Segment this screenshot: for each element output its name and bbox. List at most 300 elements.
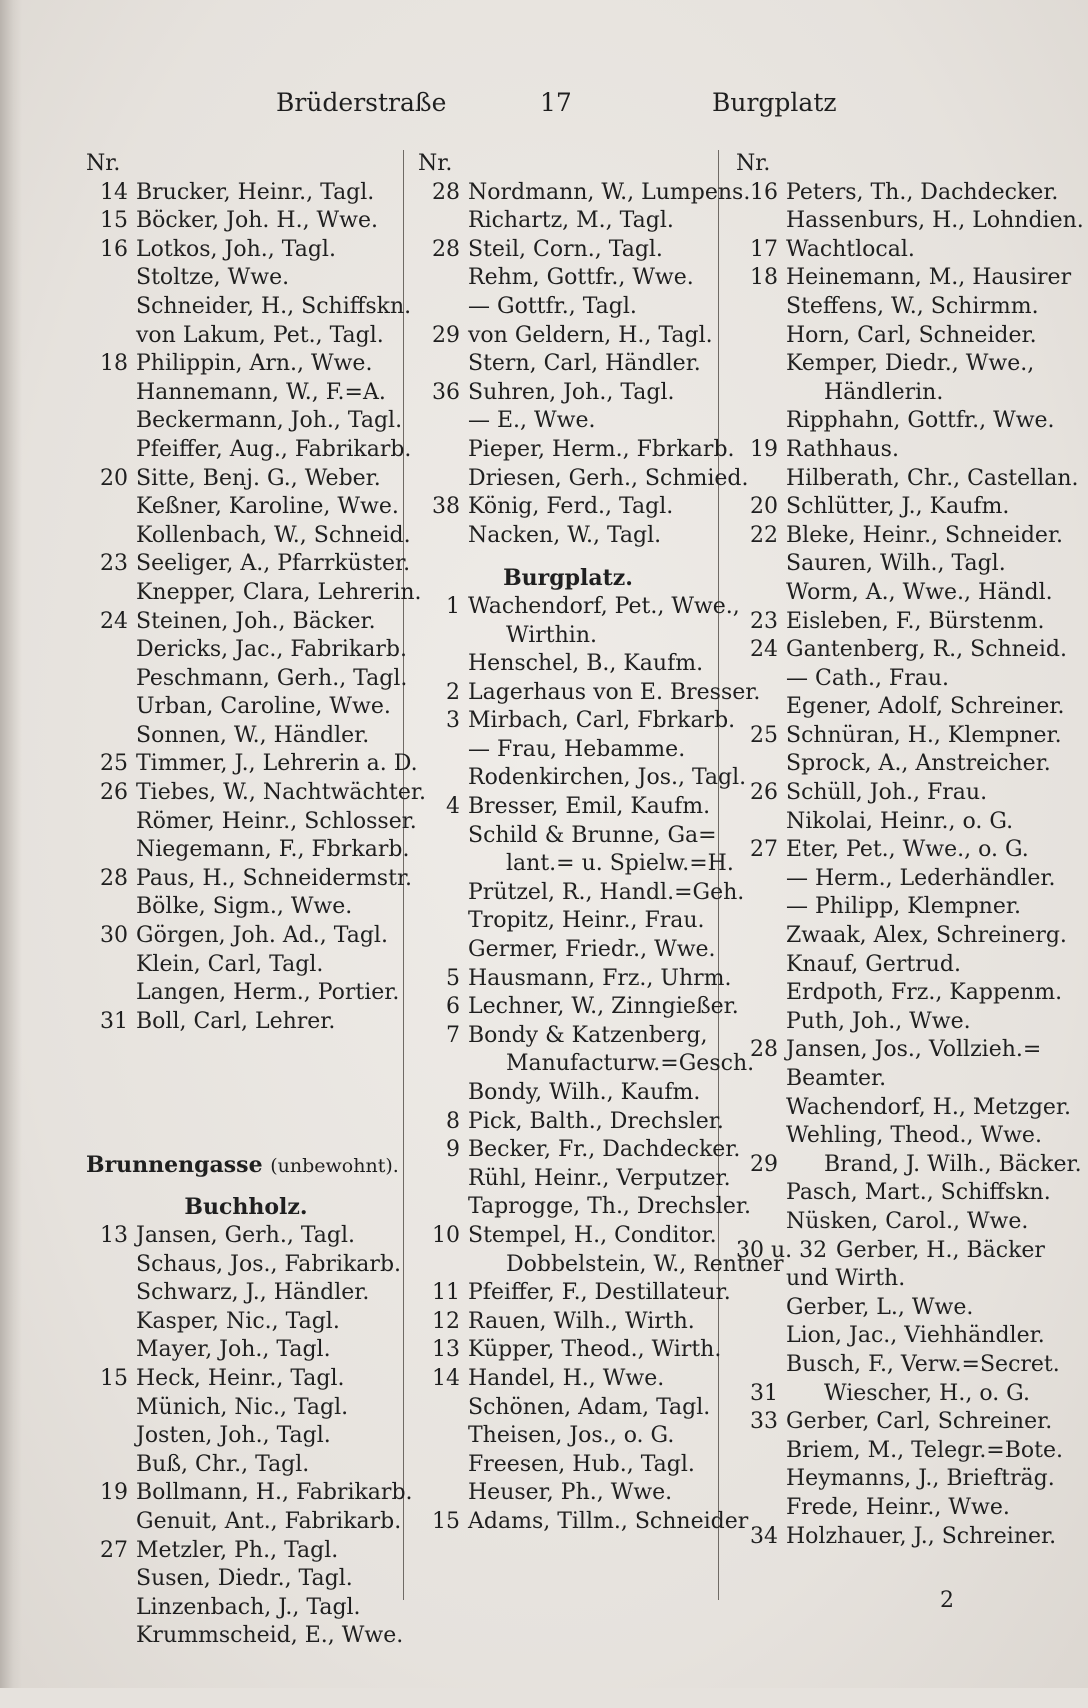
- entry-line: [86, 322, 406, 351]
- house-number: 18: [750, 265, 778, 291]
- page-number: 17: [540, 88, 572, 117]
- entry-line: [86, 1394, 406, 1423]
- entry-line: [418, 1394, 718, 1423]
- entry-text: Görgen, Joh. Ad., Tagl.: [136, 923, 388, 949]
- entry-line: [86, 1508, 406, 1537]
- entry-text: Stempel, H., Conditor.: [468, 1222, 717, 1248]
- house-number: 26: [750, 780, 778, 806]
- entry-line: [736, 465, 1079, 494]
- entry-text: Sprock, A., Anstreicher.: [786, 751, 1051, 777]
- house-number: 31: [750, 1380, 778, 1406]
- entry-text: Steil, Corn., Tagl.: [468, 236, 663, 262]
- entry-text: Handel, H., Wwe.: [468, 1365, 665, 1391]
- entry-line: [418, 850, 734, 879]
- entry-line: [736, 1523, 1056, 1552]
- entry-text: Klein, Carl, Tagl.: [136, 951, 324, 977]
- house-number: 5: [446, 965, 460, 991]
- section-heading: [86, 1193, 406, 1222]
- entry-text: Puth, Joh., Wwe.: [786, 1008, 971, 1034]
- entry-line: [418, 493, 718, 522]
- entry-line: [736, 808, 1056, 837]
- house-number: 26: [100, 780, 128, 806]
- entry-line: [736, 1408, 1056, 1437]
- entry-text: Schnüran, H., Klempner.: [786, 722, 1062, 748]
- entry-text: Dericks, Jac., Fabrikarb.: [136, 637, 407, 663]
- section-heading: [418, 564, 718, 593]
- entry-line: [418, 207, 718, 236]
- entry-text: Hannemann, W., F.=A.: [136, 379, 386, 405]
- entry-line: [86, 1251, 406, 1280]
- house-number: 12: [432, 1308, 460, 1334]
- entry-line: [418, 1279, 731, 1308]
- entry-line: [736, 1265, 1056, 1294]
- entry-line: [86, 808, 417, 837]
- entry-line: [418, 1508, 749, 1537]
- entry-line: [736, 1494, 1056, 1523]
- entry-line: [736, 1465, 1056, 1494]
- entry-text: Krummscheid, E., Wwe.: [136, 1623, 404, 1649]
- entry-text: Bollmann, H., Fabrikarb.: [136, 1480, 413, 1506]
- entry-text: Becker, Fr., Dachdecker.: [468, 1137, 741, 1163]
- entry-line: [86, 1565, 406, 1594]
- house-number: 1: [446, 593, 460, 619]
- entry-line: [418, 1422, 718, 1451]
- entry-line: [86, 236, 406, 265]
- house-number: 18: [100, 351, 128, 377]
- entry-line: [86, 550, 411, 579]
- entry-text: Keßner, Karoline, Wwe.: [136, 494, 399, 520]
- header-right: Burgplatz: [712, 88, 837, 117]
- entry-line: [418, 293, 718, 322]
- entry-text: Gerber, L., Wwe.: [786, 1294, 974, 1320]
- house-number: 15: [100, 208, 128, 234]
- entry-text: Lechner, W., Zinngießer.: [468, 994, 739, 1020]
- entry-text: Pfeiffer, Aug., Fabrikarb.: [136, 436, 412, 462]
- entry-text: Lagerhaus von E. Bresser.: [468, 679, 761, 705]
- entry-line: [736, 1179, 1056, 1208]
- house-number: 9: [446, 1137, 460, 1163]
- entry-line: [736, 293, 1056, 322]
- street-name: Buchholz.: [184, 1194, 308, 1221]
- entry-text: Peschmann, Gerh., Tagl.: [136, 665, 408, 691]
- entry-line: [418, 1336, 722, 1365]
- entry-line: [86, 693, 406, 722]
- entry-line: [736, 665, 1056, 694]
- entry-text: Sauren, Wilh., Tagl.: [786, 551, 1006, 577]
- entry-line: [86, 493, 406, 522]
- entry-line: [418, 936, 718, 965]
- entry-text: Wachendorf, Pet., Wwe.,: [468, 593, 740, 619]
- entry-line: [418, 679, 761, 708]
- entry-line: [418, 236, 718, 265]
- entry-line: [736, 579, 1056, 608]
- entry-line: [736, 1551, 1056, 1580]
- entry-line: [86, 207, 406, 236]
- entry-line: [736, 207, 1084, 236]
- entry-line: [418, 736, 718, 765]
- entry-text: Genuit, Ant., Fabrikarb.: [136, 1508, 402, 1534]
- entry-line: [418, 1537, 718, 1566]
- entry-text: Rehm, Gottfr., Wwe.: [468, 265, 694, 291]
- entry-text: Philippin, Arn., Wwe.: [136, 351, 373, 377]
- entry-text: Taprogge, Th., Drechsler.: [468, 1194, 752, 1220]
- entry-text: Germer, Friedr., Wwe.: [468, 937, 716, 963]
- house-number: 16: [750, 179, 778, 205]
- entry-text: Steinen, Joh., Bäcker.: [136, 608, 376, 634]
- entry-text: Manufacturw.=Gesch.: [506, 1051, 755, 1077]
- entry-line: [86, 722, 406, 751]
- entry-text: Gerber, H., Bäcker: [836, 1237, 1045, 1263]
- column-1: [86, 150, 426, 1651]
- entry-line: [418, 1222, 718, 1251]
- entry-line: [418, 793, 718, 822]
- entry-text: Bresser, Emil, Kaufm.: [468, 794, 711, 820]
- house-number: 30 u. 32: [736, 1237, 828, 1263]
- entry-text: Peters, Th., Dachdecker.: [786, 179, 1059, 205]
- entry-text: Nr.: [418, 151, 453, 176]
- entry-line: [86, 1451, 406, 1480]
- entry-line: [418, 1622, 718, 1651]
- entry-text: Stoltze, Wwe.: [136, 265, 290, 291]
- entry-text: Theisen, Jos., o. G.: [468, 1423, 675, 1449]
- entry-line: [418, 322, 718, 351]
- entry-text: Adams, Tillm., Schneider: [468, 1508, 749, 1534]
- entry-line: [418, 1136, 741, 1165]
- entry-line: [86, 465, 406, 494]
- entry-text: Nr.: [86, 151, 121, 176]
- entry-line: [86, 1094, 406, 1123]
- entry-text: Brucker, Heinr., Tagl.: [136, 179, 375, 205]
- entry-text: Niegemann, F., Fbrkarb.: [136, 837, 410, 863]
- entry-text: Eisleben, F., Bürstenm.: [786, 608, 1045, 634]
- entry-line: [86, 579, 422, 608]
- entry-line: [418, 436, 735, 465]
- entry-text: Driesen, Gerh., Schmied.: [468, 465, 749, 491]
- entry-text: Kollenbach, W., Schneid.: [136, 522, 411, 548]
- entry-line: [86, 1594, 406, 1623]
- entry-line: [86, 1422, 406, 1451]
- entry-text: von Geldern, H., Tagl.: [468, 322, 713, 348]
- entry-text: Eter, Pet., Wwe., o. G.: [786, 837, 1029, 863]
- entry-text: Nordmann, W., Lumpens.: [468, 179, 751, 205]
- entry-line: [736, 1208, 1056, 1237]
- house-number: 19: [100, 1480, 128, 1506]
- house-number: 6: [446, 994, 460, 1020]
- entry-line: [736, 407, 1056, 436]
- entry-text: Brand, J. Wilh., Bäcker.: [824, 1151, 1082, 1177]
- entry-text: Knauf, Gertrud.: [786, 951, 961, 977]
- entry-line: [736, 636, 1067, 665]
- entry-text: Freesen, Hub., Tagl.: [468, 1451, 695, 1477]
- entry-line: [418, 1079, 718, 1108]
- entry-text: Rathhaus.: [786, 436, 899, 462]
- entry-text: Pasch, Mart., Schiffskn.: [786, 1180, 1051, 1206]
- house-number: 28: [750, 1037, 778, 1063]
- entry-line: [418, 150, 718, 179]
- entry-line: [86, 436, 412, 465]
- entry-text: Nikolai, Heinr., o. G.: [786, 808, 1014, 834]
- entry-line: [86, 350, 406, 379]
- entry-line: [418, 593, 740, 622]
- entry-text: Richartz, M., Tagl.: [468, 208, 674, 234]
- entry-text: Worm, A., Wwe., Händl.: [786, 579, 1053, 605]
- house-number: 34: [750, 1523, 778, 1549]
- entry-line: [736, 951, 1056, 980]
- entry-line: [418, 1679, 718, 1708]
- house-number: 28: [432, 236, 460, 262]
- entry-text: Gantenberg, R., Schneid.: [786, 637, 1067, 663]
- house-number: 16: [100, 236, 128, 262]
- entry-line: [736, 779, 1056, 808]
- entry-text: Linzenbach, J., Tagl.: [136, 1594, 361, 1620]
- entry-text: Seeliger, A., Pfarrküster.: [136, 551, 411, 577]
- entry-text: lant.= u. Spielw.=H.: [506, 851, 734, 877]
- house-number: 27: [750, 837, 778, 863]
- entry-line: [418, 879, 745, 908]
- entry-line: [736, 493, 1056, 522]
- entry-line: [418, 764, 747, 793]
- entry-text: Busch, F., Verw.=Secret.: [786, 1351, 1060, 1377]
- entry-line: [736, 1094, 1072, 1123]
- entry-text: Horn, Carl, Schneider.: [786, 322, 1037, 348]
- entry-line: [736, 236, 1056, 265]
- entry-text: Schwarz, J., Händler.: [136, 1280, 370, 1306]
- entry-line: [418, 465, 749, 494]
- entry-text: Paus, H., Schneidermstr.: [136, 865, 413, 891]
- entry-text: Pieper, Herm., Fbrkarb.: [468, 436, 735, 462]
- entry-text: Buß, Chr., Tagl.: [136, 1451, 310, 1477]
- entry-line: [736, 722, 1062, 751]
- entry-line: [736, 1237, 1056, 1266]
- entry-line: [418, 379, 718, 408]
- entry-line: [736, 550, 1056, 579]
- entry-text: Boll, Carl, Lehrer.: [136, 1008, 336, 1034]
- house-number: 3: [446, 708, 460, 734]
- entry-line: [418, 1165, 731, 1194]
- entry-line: [86, 1036, 406, 1065]
- entry-line: [86, 1308, 406, 1337]
- entry-text: Beamter.: [786, 1066, 887, 1091]
- entry-line: [418, 407, 718, 436]
- entry-line: [736, 1322, 1056, 1351]
- entry-text: Jansen, Gerh., Tagl.: [136, 1222, 356, 1248]
- house-number: 14: [432, 1365, 460, 1391]
- entry-line: [418, 822, 718, 851]
- entry-text: Urban, Caroline, Wwe.: [136, 694, 391, 720]
- entry-text: Schlütter, J., Kaufm.: [786, 494, 1010, 520]
- entry-line: [736, 150, 1056, 179]
- entry-line: [736, 979, 1063, 1008]
- entry-line: [736, 608, 1056, 637]
- entry-line: [418, 1365, 718, 1394]
- entry-line: [86, 1365, 406, 1394]
- house-number: 24: [750, 637, 778, 663]
- entry-line: [736, 1351, 1060, 1380]
- entry-line: [418, 1251, 784, 1280]
- entry-text: Briem, M., Telegr.=Bote.: [786, 1437, 1064, 1463]
- entry-line: [736, 1580, 1056, 1609]
- entry-text: Sitte, Benj. G., Weber.: [136, 465, 381, 491]
- house-number: 38: [432, 494, 460, 520]
- entry-text: Mirbach, Carl, Fbrkarb.: [468, 708, 736, 734]
- entry-line: [736, 522, 1064, 551]
- entry-text: Langen, Herm., Portier.: [136, 980, 400, 1006]
- entry-text: — Philipp, Klempner.: [786, 894, 1021, 920]
- entry-line: [418, 1479, 718, 1508]
- entry-text: Lotkos, Joh., Tagl.: [136, 236, 336, 262]
- entry-line: [86, 922, 406, 951]
- entry-text: Jansen, Jos., Vollzieh.=: [786, 1037, 1042, 1063]
- entry-text: Pfeiffer, F., Destillateur.: [468, 1280, 731, 1306]
- signature-mark: 2: [940, 1588, 954, 1613]
- entry-text: König, Ferd., Tagl.: [468, 494, 674, 520]
- entry-line: [736, 322, 1056, 351]
- entry-text: Timmer, J., Lehrerin a. D.: [136, 751, 418, 777]
- street-note: (unbewohnt).: [270, 1154, 399, 1177]
- entry-text: Lion, Jac., Viehhändler.: [786, 1323, 1045, 1349]
- entry-text: Schönen, Adam, Tagl.: [468, 1394, 711, 1420]
- house-number: 7: [446, 1022, 460, 1048]
- entry-line: [418, 1308, 718, 1337]
- entry-text: Holzhauer, J., Schreiner.: [786, 1523, 1057, 1549]
- entry-line: [418, 522, 718, 551]
- entry-line: [736, 1637, 1056, 1666]
- entry-text: Tiebes, W., Nachtwächter.: [136, 780, 426, 806]
- entry-line: [86, 1222, 406, 1251]
- entry-text: Ripphahn, Gottfr., Wwe.: [786, 408, 1055, 434]
- entry-line: [736, 1437, 1064, 1466]
- entry-text: — Frau, Hebamme.: [468, 736, 686, 762]
- entry-line: [736, 693, 1065, 722]
- entry-text: Schild & Brunne, Ga=: [468, 822, 717, 848]
- house-number: 13: [432, 1337, 460, 1363]
- entry-line: [736, 1008, 1056, 1037]
- entry-line: [418, 1022, 718, 1051]
- entry-line: [86, 1479, 413, 1508]
- entry-line: [86, 865, 413, 894]
- house-number: 33: [750, 1409, 778, 1435]
- entry-text: Frede, Heinr., Wwe.: [786, 1494, 1010, 1520]
- entry-line: [418, 1050, 755, 1079]
- house-number: 25: [100, 751, 128, 777]
- entry-text: Nüsken, Carol., Wwe.: [786, 1208, 1029, 1234]
- entry-text: Heck, Heinr., Tagl.: [136, 1365, 345, 1391]
- house-number: 24: [100, 608, 128, 634]
- entry-text: Bondy & Katzenberg,: [468, 1022, 708, 1048]
- street-name: Brunnengasse: [86, 1151, 263, 1178]
- entry-text: Dobbelstein, W., Rentner: [506, 1251, 784, 1277]
- house-number: 29: [750, 1151, 778, 1177]
- house-number: 14: [100, 179, 128, 205]
- house-number: 19: [750, 436, 778, 462]
- entry-line: [86, 608, 406, 637]
- entry-text: Tropitz, Heinr., Frau.: [468, 908, 705, 934]
- section-heading: [86, 1151, 406, 1180]
- entry-line: [418, 965, 732, 994]
- page-header: [0, 88, 1088, 128]
- entry-text: Böcker, Joh. H., Wwe.: [136, 208, 379, 234]
- entry-text: Mayer, Joh., Tagl.: [136, 1337, 331, 1363]
- entry-text: Wachendorf, H., Metzger.: [786, 1094, 1072, 1120]
- entry-text: — Gottfr., Tagl.: [468, 293, 637, 319]
- entry-line: [418, 622, 718, 651]
- entry-text: Rauen, Wilh., Wirth.: [468, 1308, 695, 1334]
- entry-text: Rodenkirchen, Jos., Tagl.: [468, 765, 747, 791]
- entry-line: [736, 1608, 1056, 1637]
- entry-text: Nacken, W., Tagl.: [468, 522, 662, 548]
- entry-text: — E., Wwe.: [468, 408, 596, 434]
- entry-line: [86, 636, 406, 665]
- entry-line: [418, 650, 718, 679]
- entry-text: Bondy, Wilh., Kaufm.: [468, 1080, 701, 1105]
- entry-line: [736, 922, 1067, 951]
- entry-text: Wiescher, H., o. G.: [824, 1380, 1030, 1406]
- entry-line: [86, 1122, 406, 1151]
- entry-text: Wirthin.: [506, 622, 597, 648]
- entry-line: [418, 1651, 718, 1680]
- entry-text: Beckermann, Joh., Tagl.: [136, 408, 403, 434]
- entry-text: Wachtlocal.: [786, 236, 915, 262]
- house-number: 22: [750, 522, 778, 548]
- entry-line: [418, 993, 739, 1022]
- house-number: 20: [100, 465, 128, 491]
- entry-text: von Lakum, Pet., Tagl.: [136, 322, 384, 348]
- entry-text: Zwaak, Alex, Schreinerg.: [786, 923, 1067, 949]
- street-name: Burgplatz.: [503, 565, 633, 592]
- entry-line: [736, 1151, 1082, 1180]
- entry-line: [86, 264, 406, 293]
- house-number: 36: [432, 379, 460, 405]
- entry-line: [86, 1622, 406, 1651]
- entry-text: Heymanns, J., Briefträg.: [786, 1466, 1055, 1492]
- entry-line: [736, 179, 1059, 208]
- entry-line: [86, 150, 406, 179]
- entry-line: [418, 1594, 718, 1623]
- entry-text: Schaus, Jos., Fabrikarb.: [136, 1251, 402, 1277]
- house-number: 15: [100, 1365, 128, 1391]
- entry-text: Schneider, H., Schiffskn.: [136, 293, 412, 319]
- house-number: 31: [100, 1008, 128, 1034]
- entry-line: [86, 522, 411, 551]
- house-number: 10: [432, 1222, 460, 1248]
- entry-text: Nr.: [736, 151, 771, 176]
- entry-line: [418, 1451, 718, 1480]
- entry-line: [86, 1279, 406, 1308]
- entry-text: Steffens, W., Schirmm.: [786, 293, 1039, 319]
- house-number: 30: [100, 923, 128, 949]
- house-number: 28: [432, 179, 460, 205]
- entry-text: Heuser, Ph., Wwe.: [468, 1480, 673, 1506]
- entry-text: Münich, Nic., Tagl.: [136, 1394, 349, 1420]
- entry-line: [418, 707, 736, 736]
- entry-line: [86, 750, 418, 779]
- entry-line: [86, 1065, 406, 1094]
- entry-line: [736, 1036, 1056, 1065]
- entry-line: [86, 179, 406, 208]
- entry-text: Stern, Carl, Händler.: [468, 351, 701, 377]
- entry-line: [418, 907, 718, 936]
- entry-line: [418, 264, 718, 293]
- entry-line: [736, 1122, 1056, 1151]
- entry-line: [418, 1108, 724, 1137]
- entry-line: [418, 1193, 752, 1222]
- entry-line: [86, 836, 410, 865]
- house-number: 28: [100, 865, 128, 891]
- house-number: 11: [432, 1280, 460, 1306]
- entry-line: [418, 179, 751, 208]
- entry-text: Heinemann, M., Hausirer: [786, 265, 1072, 291]
- entry-line: [86, 951, 406, 980]
